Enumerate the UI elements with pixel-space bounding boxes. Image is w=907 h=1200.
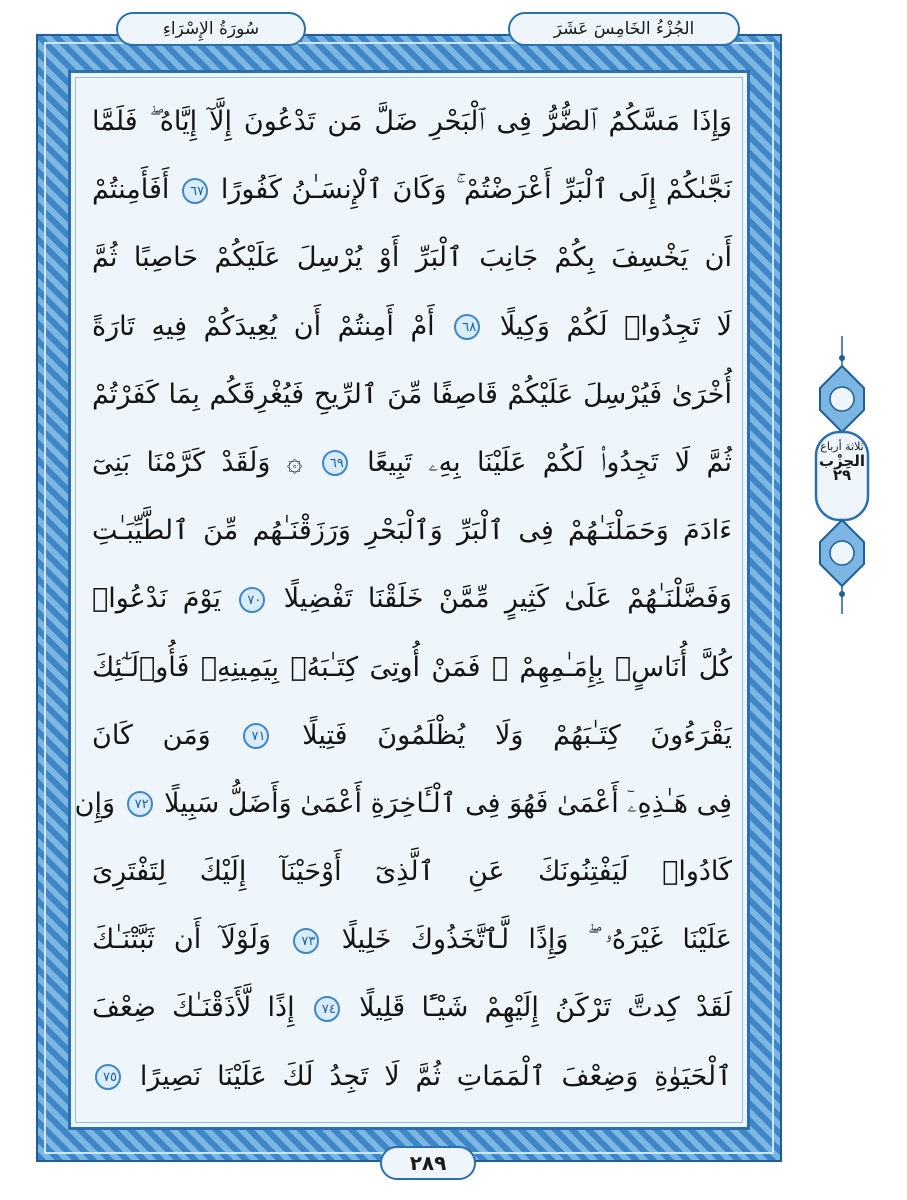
text-line-4: لَا تَجِدُوا۟ لَكُمْ وَكِيلًا ٦٨ أَمْ أَمِنتُمْ أَن يُعِيدَكُمْ فِيهِ تَارَةً (92, 310, 732, 342)
text-line-5: أُخْرَىٰ فَيُرْسِلَ عَلَيْكُمْ قَاصِفًا مِّنَ ٱلرِّيحِ فَيُغْرِقَكُم بِمَا كَفَرْتُمْ (92, 378, 732, 410)
text-line-2: نَجَّىٰكُمْ إِلَى ٱلْبَرِّ أَعْرَضْتُمْ ۚ وَكَانَ ٱلْإِنسَـٰنُ كَفُورًا ٦٧ أَفَأَمِنتُمْ (92, 174, 732, 206)
ayah-number-marker: ٧١ (243, 723, 269, 749)
text-line-3: أَن يَخْسِفَ بِكُمْ جَانِبَ ٱلْبَرِّ أَوْ يُرْسِلَ عَلَيْكُمْ حَاصِبًا ثُمَّ (92, 242, 732, 274)
text-line-15: ٱلْحَيَوٰةِ وَضِعْفَ ٱلْمَمَاتِ ثُمَّ لَا تَجِدُ لَكَ عَلَيْنَا نَصِيرًا ٧٥ (92, 1043, 732, 1111)
hizb-number: ٢٩ (832, 466, 852, 484)
ayah-number-marker: ٧٥ (95, 1064, 121, 1090)
ayah-number-marker: ٦٨ (454, 314, 480, 340)
text-line-9: كُلَّ أُنَاسٍۭ بِإِمَـٰمِهِمْ ۖ فَمَنْ أُوتِىَ كِتَـٰبَهُۥ بِيَمِينِهِۦ فَأُو۟لَـٰٓئِكَ (92, 651, 732, 683)
text-line-11: فِى هَـٰذِهِۦٓ أَعْمَىٰ فَهُوَ فِى ٱلْـَٔاخِرَةِ أَعْمَىٰ وَأَضَلُّ سَبِيلًا ٧٢ وَإِن (74, 787, 732, 819)
text-line-14: لَقَدْ كِدتَّ تَرْكَنُ إِلَيْهِمْ شَيْـًٔا قَلِيلًا ٧٤ إِذًا لَّأَذَقْنَـٰكَ ضِعْفَ (92, 992, 732, 1024)
juz-name-label: الجُزْءُ الخَامِسَ عَشَرَ (508, 12, 740, 46)
ayah-number-marker: ٧٤ (314, 996, 340, 1022)
ayah-number-marker: ٧٢ (127, 791, 153, 817)
text-line-1: وَإِذَا مَسَّكُمُ ٱلضُّرُّ فِى ٱلْبَحْرِ ضَلَّ مَن تَدْعُونَ إِلَّآ إِيَّاهُ ۖ فَلَمَّا (92, 106, 732, 137)
text-line-12: كَادُوا۟ لَيَفْتِنُونَكَ عَنِ ٱلَّذِىٓ أَوْحَيْنَآ إِلَيْكَ لِتَفْتَرِىَ (92, 856, 732, 888)
text-line-6: ثُمَّ لَا تَجِدُوا۟ لَكُمْ عَلَيْنَا بِهِۦ تَبِيعًا ٦٩ ۞ وَلَقَدْ كَرَّمْنَا بَنِىٓ (92, 446, 732, 478)
quran-text-block (74, 88, 732, 1111)
text-line-8: وَفَضَّلْنَـٰهُمْ عَلَىٰ كَثِيرٍ مِّمَّنْ خَلَقْنَا تَفْضِيلًا ٧٠ يَوْمَ نَدْعُوا۟ (92, 583, 732, 615)
ayah-number-marker: ٧٠ (239, 587, 265, 613)
ayah-number-marker: ٦٧ (182, 178, 208, 204)
text-line-7: ءَادَمَ وَحَمَلْنَـٰهُمْ فِى ٱلْبَرِّ وَٱلْبَحْرِ وَرَزَقْنَـٰهُم مِّنَ ٱلطَّيِّبَـٰتِ (92, 515, 732, 547)
text-line-10: يَقْرَءُونَ كِتَـٰبَهُمْ وَلَا يُظْلَمُونَ فَتِيلًا ٧١ وَمَن كَانَ (92, 719, 732, 751)
hizb-marker-label (815, 440, 869, 482)
hizb-word: الحِزْب (819, 452, 865, 470)
text-line-13: عَلَيْنَا غَيْرَهُۥ ۖ وَإِذًا لَّٱتَّخَذُوكَ خَلِيلًا ٧٣ وَلَوْلَآ أَن ثَبَّتْنَـٰكَ (92, 924, 732, 956)
ayah-number-marker: ٧٣ (293, 928, 319, 954)
surah-name-label: سُورَةُ الإِسْرَاءِ (116, 12, 306, 46)
ayah-number-marker: ٦٩ (322, 450, 348, 476)
hizb-quarter-label: ثلاثة أرباع (820, 440, 864, 453)
page-number: ٢٨٩ (380, 1146, 476, 1180)
